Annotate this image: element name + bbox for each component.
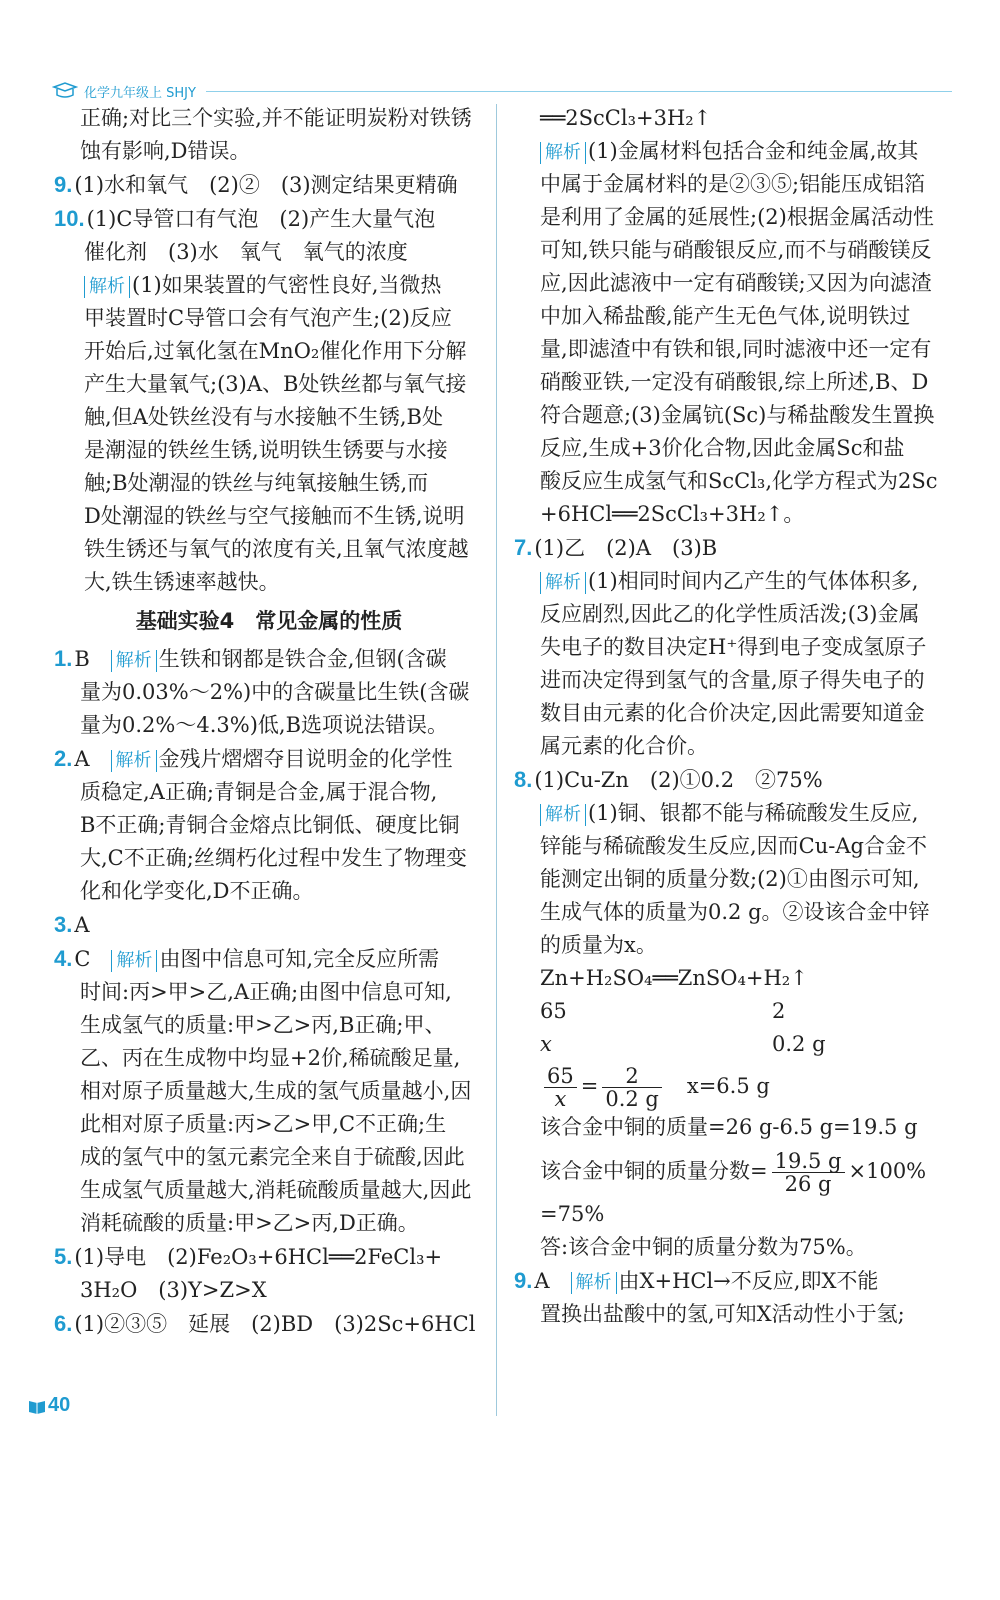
continued-text: 正确;对比三个实验,并不能证明炭粉对铁锈 xyxy=(80,106,472,130)
analysis-text: 属元素的化合价。 xyxy=(540,734,708,758)
analysis-line xyxy=(514,797,954,830)
mass-left: 65 xyxy=(540,999,567,1023)
copper-mass: 该合金中铜的质量=26 g-6.5 g=19.5 g xyxy=(540,1115,918,1139)
analysis-text: 生成氢气的质量:甲>乙>丙,B正确;甲、 xyxy=(80,1013,446,1037)
analysis-text: 生铁和钢都是铁合金,但钢(含碳 xyxy=(158,647,447,671)
question-number: 6. xyxy=(54,1311,73,1336)
fraction-denominator: 26 g xyxy=(784,1172,832,1196)
question-10 xyxy=(54,202,484,236)
chemical-equation: Zn+H₂SO₄══ZnSO₄+H₂↑ xyxy=(540,966,808,990)
analysis-text: 金残片熠熠夺目说明金的化学性 xyxy=(158,747,453,771)
fraction-numerator: 19.5 g xyxy=(772,1150,845,1173)
ratio-denominator: 0.2 g xyxy=(605,1087,659,1111)
mass-right: 2 xyxy=(772,999,786,1023)
analysis-text: (1)相同时间内乙产生的气体体积多, xyxy=(588,569,919,593)
analysis-text: 生成气体的质量为0.2 g。②设该合金中锌 xyxy=(540,900,930,924)
question-1 xyxy=(54,642,484,676)
analysis-text: 开始后,过氧化氢在MnO₂催化作用下分解 xyxy=(84,339,467,363)
answer-text: 催化剂 (3)水 氧气 氧气的浓度 xyxy=(84,240,408,264)
question-number: 9. xyxy=(54,172,73,197)
analysis-text: 触;B处潮湿的铁丝与纯氧接触生锈,而 xyxy=(84,471,429,495)
question-3 xyxy=(54,908,484,942)
analysis-text: 量为0.03%～2%)中的含碳量比生铁(含碳 xyxy=(80,680,470,704)
answer-text: (1)导电 (2)Fe₂O₃+6HCl══2FeCl₃+ xyxy=(74,1245,443,1269)
analysis-tag: 解析 xyxy=(84,276,130,298)
analysis-text: 可知,铁只能与硝酸银反应,而不与硝酸镁反 xyxy=(540,238,932,262)
analysis-text: +6HCl══2ScCl₃+3H₂↑。 xyxy=(540,502,805,526)
book-icon xyxy=(28,1398,46,1414)
analysis-tag: 解析 xyxy=(111,650,157,672)
analysis-text: 锌能与稀硫酸发生反应,因而Cu-Ag合金不 xyxy=(540,834,927,858)
analysis-text: 相对原子质量越大,生成的氢气质量越小,因 xyxy=(80,1079,472,1103)
question-number: 8. xyxy=(514,767,533,792)
analysis-text: (1)铜、银都不能与稀硫酸发生反应, xyxy=(588,801,919,825)
analysis-text: 硝酸亚铁,一定没有硝酸银,综上所述,B、D xyxy=(540,370,929,394)
question-number: 5. xyxy=(54,1244,73,1269)
answer-text: (1)Cu-Zn (2)①0.2 ②75% xyxy=(534,768,823,792)
analysis-text: 消耗硫酸的质量:甲>乙>丙,D正确。 xyxy=(80,1211,419,1235)
question-number: 2. xyxy=(54,746,73,771)
analysis-text: 酸反应生成氢气和ScCl₃,化学方程式为2Sc xyxy=(540,469,938,493)
analysis-tag: 解析 xyxy=(111,750,157,772)
book-logo-icon xyxy=(52,81,78,101)
unknown-right: 0.2 g xyxy=(772,1032,826,1056)
question-6 xyxy=(54,1307,484,1341)
answer-choice: A xyxy=(74,913,90,937)
analysis-text: B不正确;青铜合金熔点比铜低、硬度比铜 xyxy=(80,813,460,837)
answer-text: 3H₂O (3)Y>Z>X xyxy=(80,1278,267,1302)
question-number: 1. xyxy=(54,646,73,671)
answer-choice: B xyxy=(74,647,90,671)
fraction-tail: ×100% xyxy=(848,1159,927,1183)
analysis-text: 此相对原子质量:丙>乙>甲,C不正确;生 xyxy=(80,1112,447,1136)
analysis-line xyxy=(54,269,484,302)
unknown-left: x xyxy=(540,1032,552,1056)
question-9-right xyxy=(514,1264,954,1298)
analysis-tag: 解析 xyxy=(111,950,157,972)
analysis-text: 触,但A处铁丝没有与水接触不生锈,B处 xyxy=(84,405,443,429)
analysis-text: 成的氢气中的氢元素完全来自于硫酸,因此 xyxy=(80,1145,465,1169)
ratio-row: $\frac{65}{x}$ = $\frac{2}{0.2 g}$ x=6.5 g xyxy=(514,1061,954,1111)
analysis-text: 置换出盐酸中的氢,可知X活动性小于氢; xyxy=(540,1302,905,1326)
question-number: 10. xyxy=(54,206,85,231)
ratio-denominator: x xyxy=(554,1087,567,1111)
analysis-text: 应,因此滤液中一定有硝酸镁;又因为向滤渣 xyxy=(540,271,932,295)
ratio-result: x=6.5 g xyxy=(686,1074,770,1098)
analysis-line xyxy=(514,135,954,168)
column-divider xyxy=(496,104,497,1416)
analysis-text: 产生大量氧气;(3)A、B处铁丝都与氧气接 xyxy=(84,372,467,396)
equation-continued: ══2ScCl₃+3H₂↑ xyxy=(540,106,712,130)
analysis-text: 失电子的数目决定H⁺得到电子变成氢原子 xyxy=(540,635,927,659)
left-column xyxy=(54,102,484,1341)
page-number xyxy=(28,1394,70,1417)
question-number: 9. xyxy=(514,1268,533,1293)
page-number-text: 40 xyxy=(48,1394,71,1416)
analysis-text: 量为0.2%～4.3%)低,B选项说法错误。 xyxy=(80,713,449,737)
final-answer: 答:该合金中铜的质量分数为75%。 xyxy=(540,1235,867,1259)
question-8 xyxy=(514,763,954,797)
analysis-text: 大,铁生锈速率越快。 xyxy=(84,570,280,594)
answer-choice: C xyxy=(74,947,91,971)
analysis-text: 能测定出铜的质量分数;(2)①由图示可知, xyxy=(540,867,920,891)
ratio-fraction xyxy=(602,1065,662,1110)
analysis-text: 数目由元素的化合价决定,因此需要知道金 xyxy=(540,701,925,725)
question-2 xyxy=(54,742,484,776)
analysis-text: 甲装置时C导管口会有气泡产生;(2)反应 xyxy=(84,306,452,330)
mass-fraction xyxy=(772,1150,845,1195)
analysis-text: 符合题意;(3)金属钪(Sc)与稀盐酸发生置换 xyxy=(540,403,935,427)
question-number: 3. xyxy=(54,912,73,937)
right-column xyxy=(514,102,954,1331)
analysis-text: 中属于金属材料的是②③⑤;铝能压成铝箔 xyxy=(540,172,926,196)
analysis-text: 反应,生成+3价化合物,因此金属Sc和盐 xyxy=(540,436,905,460)
question-5 xyxy=(54,1240,484,1274)
question-9 xyxy=(54,168,484,202)
analysis-tag: 解析 xyxy=(571,1272,617,1294)
answer-text: (1)②③⑤ 延展 (2)BD (3)2Sc+6HCl xyxy=(74,1312,476,1336)
answer-choice: A xyxy=(74,747,90,771)
analysis-text: 乙、丙在生成物中均显+2价,稀硫酸足量, xyxy=(80,1046,461,1070)
question-4 xyxy=(54,942,484,976)
analysis-text: 中加入稀盐酸,能产生无色气体,说明铁过 xyxy=(540,304,911,328)
fraction-label: 该合金中铜的质量分数= xyxy=(540,1159,768,1183)
analysis-text: 是潮湿的铁丝生锈,说明铁生锈要与水接 xyxy=(84,438,448,462)
ratio-fraction xyxy=(544,1065,577,1110)
analysis-text: 反应剧烈,因此乙的化学性质活泼;(3)金属 xyxy=(540,602,920,626)
analysis-tag: 解析 xyxy=(540,804,586,826)
analysis-text: 的质量为x。 xyxy=(540,933,657,957)
analysis-text: 时间:丙>甲>乙,A正确;由图中信息可知, xyxy=(80,980,452,1004)
section-title: 基础实验4 常见金属的性质 xyxy=(135,609,403,633)
answer-text: (1)水和氧气 (2)② (3)测定结果更精确 xyxy=(74,173,458,197)
question-7 xyxy=(514,531,954,565)
analysis-text: 由图中信息可知,完全反应所需 xyxy=(159,947,440,971)
analysis-text: 进而决定得到氢气的含量,原子得失电子的 xyxy=(540,668,925,692)
unknown-row xyxy=(514,1028,954,1061)
analysis-text: D处潮湿的铁丝与空气接触而不生锈,说明 xyxy=(84,504,465,528)
continued-text: 蚀有影响,D错误。 xyxy=(80,139,251,163)
fraction-row xyxy=(514,1144,954,1198)
page-header xyxy=(52,78,952,104)
analysis-text: 质稳定,A正确;青铜是合金,属于混合物, xyxy=(80,780,438,804)
header-rule xyxy=(206,91,952,92)
answer-text: (1)C导管口有气泡 (2)产生大量气泡 xyxy=(86,207,436,231)
analysis-text: (1)如果装置的气密性良好,当微热 xyxy=(132,273,442,297)
fraction-result: =75% xyxy=(540,1202,605,1226)
analysis-text: 化和化学变化,D不正确。 xyxy=(80,879,314,903)
analysis-tag: 解析 xyxy=(540,142,586,164)
molar-mass-row xyxy=(514,995,954,1028)
analysis-text: 由X+HCl→不反应,即X不能 xyxy=(618,1269,879,1293)
analysis-text: 是利用了金属的延展性;(2)根据金属活动性 xyxy=(540,205,934,229)
analysis-text: (1)金属材料包括合金和纯金属,故其 xyxy=(588,139,919,163)
answer-choice: A xyxy=(534,1269,550,1293)
analysis-text: 铁生锈还与氧气的浓度有关,且氧气浓度越 xyxy=(84,537,469,561)
question-number: 7. xyxy=(514,535,533,560)
analysis-tag: 解析 xyxy=(540,572,586,594)
analysis-line xyxy=(514,565,954,598)
analysis-text: 大,C不正确;丝绸朽化过程中发生了物理变 xyxy=(80,846,467,870)
ratio-numerator: 2 xyxy=(602,1065,662,1088)
analysis-text: 量,即滤渣中有铁和银,同时滤液中还一定有 xyxy=(540,337,932,361)
ratio-numerator: 65 xyxy=(544,1065,577,1088)
header-title: 化学九年级上 SHJY xyxy=(84,85,196,101)
question-number: 4. xyxy=(54,946,73,971)
analysis-text: 生成氢气质量越大,消耗硫酸质量越大,因此 xyxy=(80,1178,472,1202)
answer-text: (1)乙 (2)A (3)B xyxy=(534,536,718,560)
